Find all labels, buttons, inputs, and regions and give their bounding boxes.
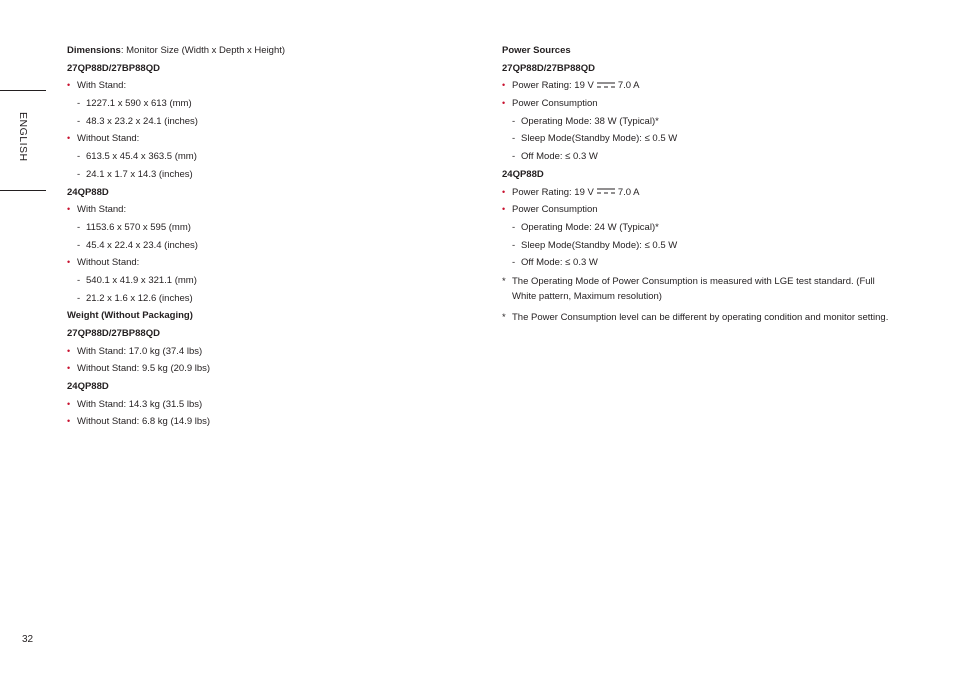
dimension-value: 1227.1 x 590 x 613 (mm) (86, 98, 192, 110)
model-name: 27QP88D/27BP88QD (502, 62, 595, 74)
list-subitem: - Operating Mode: 38 W (Typical)* (512, 115, 659, 127)
list-item: • Power Consumption (502, 204, 598, 216)
footnote-text: The Power Consumption level can be different by operating condition and monitor setting. (512, 311, 889, 323)
list-subitem: - Off Mode: ≤ 0.3 W (512, 257, 598, 269)
dimension-value: 48.3 x 23.2 x 24.1 (inches) (86, 115, 198, 127)
list-subitem: - Sleep Mode(Standby Mode): ≤ 0.5 W (512, 133, 678, 145)
with-stand-label: With Stand: (77, 80, 127, 92)
consumption-value: Off Mode: ≤ 0.3 W (521, 257, 598, 269)
list-subitem: - Operating Mode: 24 W (Typical)* (512, 221, 659, 233)
consumption-value: Sleep Mode(Standby Mode): ≤ 0.5 W (521, 239, 678, 251)
weight-value: Without Stand: 6.8 kg (14.9 lbs) (77, 416, 211, 428)
dimension-value: 45.4 x 22.4 x 23.4 (inches) (86, 239, 198, 251)
sidebar-bottom-rule (0, 190, 46, 191)
power-heading: Power Sources (502, 45, 571, 56)
model-name: 24QP88D (67, 186, 109, 198)
model-name: 27QP88D/27BP88QD (67, 328, 160, 339)
language-label: ENGLISH (17, 112, 29, 162)
footnote: * The Operating Mode of Power Consumption is measured with LGE test standard. (Full White pattern, Maximum resolution) (502, 275, 875, 303)
dimension-value: 21.2 x 1.6 x 12.6 (inches) (86, 292, 193, 304)
list-item: • Power Rating: 19 V 7.0 A (502, 80, 640, 92)
footnote: * The Power Consumption level can be different by operating condition and monitor setting. (502, 311, 889, 323)
list-subitem: - 45.4 x 22.4 x 23.4 (inches) (77, 239, 198, 251)
list-subitem: - 613.5 x 45.4 x 363.5 (mm) (77, 151, 197, 163)
list-item: • Without Stand: 9.5 kg (20.9 lbs) (67, 363, 211, 375)
consumption-value: Operating Mode: 24 W (Typical)* (521, 221, 659, 233)
without-stand-label: Without Stand: (77, 133, 140, 145)
specs-left-column (67, 42, 467, 431)
page-number: 32 (22, 634, 34, 645)
list-subitem: - 540.1 x 41.9 x 321.1 (mm) (77, 274, 197, 286)
list-subitem: - 24.1 x 1.7 x 14.3 (inches) (77, 168, 193, 180)
model-name: 27QP88D/27BP88QD (67, 62, 160, 74)
power-rating-suffix: 7.0 A (617, 186, 640, 198)
dimension-value: 540.1 x 41.9 x 321.1 (mm) (86, 274, 197, 286)
dimensions-description: : Monitor Size (Width x Depth x Height) (120, 45, 286, 56)
list-item: • Without Stand: (67, 257, 140, 269)
list-subitem: - 21.2 x 1.6 x 12.6 (inches) (77, 292, 193, 304)
list-item: • Without Stand: 6.8 kg (14.9 lbs) (67, 416, 211, 428)
list-item: • Without Stand: (67, 133, 140, 145)
list-subitem: - Sleep Mode(Standby Mode): ≤ 0.5 W (512, 239, 678, 251)
weight-value: With Stand: 14.3 kg (31.5 lbs) (77, 398, 203, 410)
list-item: • With Stand: (67, 204, 127, 216)
footnote-text: The Operating Mode of Power Consumption is measured with LGE test standard. (Full White pattern, Maximum resolution) (512, 275, 875, 303)
dimension-value: 1153.6 x 570 x 595 (mm) (86, 221, 191, 233)
model-name: 24QP88D (502, 168, 544, 180)
dimension-value: 613.5 x 45.4 x 363.5 (mm) (86, 151, 197, 163)
list-item: • With Stand: (67, 80, 127, 92)
dimension-value: 24.1 x 1.7 x 14.3 (inches) (86, 168, 193, 180)
sidebar-top-rule (0, 90, 46, 91)
list-subitem: - 1227.1 x 590 x 613 (mm) (77, 98, 192, 110)
list-subitem: - Off Mode: ≤ 0.3 W (512, 151, 598, 163)
dimensions-heading-row (67, 42, 467, 60)
list-subitem: - 48.3 x 23.2 x 24.1 (inches) (77, 115, 198, 127)
list-item: • With Stand: 17.0 kg (37.4 lbs) (67, 345, 203, 357)
dc-symbol-icon (596, 187, 616, 195)
list-item: • Power Consumption (502, 98, 598, 110)
consumption-value: Sleep Mode(Standby Mode): ≤ 0.5 W (521, 133, 678, 145)
dimensions-heading: Dimensions (67, 45, 121, 56)
weight-value: Without Stand: 9.5 kg (20.9 lbs) (77, 363, 211, 375)
model-name: 24QP88D (67, 381, 109, 393)
weight-value: With Stand: 17.0 kg (37.4 lbs) (77, 345, 203, 357)
list-item: • Power Rating: 19 V 7.0 A (502, 186, 640, 198)
specs-right-column (502, 42, 897, 325)
with-stand-label: With Stand: (77, 204, 127, 216)
consumption-value: Off Mode: ≤ 0.3 W (521, 151, 598, 163)
dc-symbol-icon (596, 81, 616, 89)
power-rating-prefix: Power Rating: 19 V (512, 80, 594, 92)
power-rating-prefix: Power Rating: 19 V (512, 186, 594, 198)
without-stand-label: Without Stand: (77, 257, 140, 269)
power-consumption-label: Power Consumption (512, 204, 598, 216)
power-consumption-label: Power Consumption (512, 98, 598, 110)
power-rating-suffix: 7.0 A (617, 80, 640, 92)
list-item: • With Stand: 14.3 kg (31.5 lbs) (67, 398, 203, 410)
weight-heading: Weight (Without Packaging) (67, 310, 193, 322)
consumption-value: Operating Mode: 38 W (Typical)* (521, 115, 659, 127)
list-subitem: - 1153.6 x 570 x 595 (mm) (77, 221, 191, 233)
